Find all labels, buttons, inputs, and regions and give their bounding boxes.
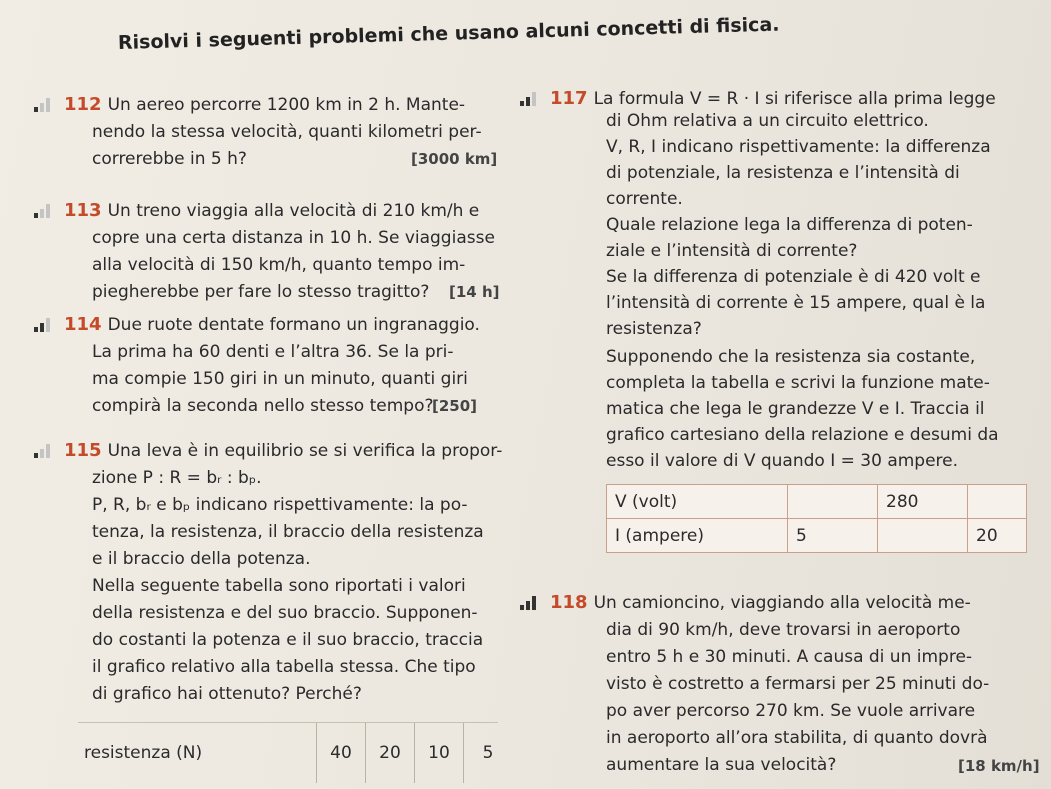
problem-number: 117 xyxy=(550,88,588,109)
table-cell xyxy=(968,485,1027,519)
problem-text-line: di grafico hai ottenuto? Perché? xyxy=(92,684,362,704)
ohm-table xyxy=(606,484,1027,553)
problem-text-line: Due ruote dentate formano un ingranaggio. xyxy=(107,315,480,335)
table-cell: 40 xyxy=(317,723,366,783)
problem-text-line: correrebbe in 5 h? xyxy=(92,149,247,169)
table-row xyxy=(607,519,1027,553)
problem-text-line: nendo la stessa velocità, quanti kilometri per- xyxy=(92,122,482,142)
problem-text-line: della resistenza e del suo braccio. Supponen- xyxy=(92,603,478,623)
problem-text-line: do costanti la potenza e il suo braccio, traccia xyxy=(92,630,484,650)
problem-text-line: resistenza? xyxy=(606,319,702,339)
problem-text-line: P, R, bᵣ e bₚ indicano rispettivamente: la po- xyxy=(92,495,468,515)
problem-number: 118 xyxy=(550,592,588,613)
problem-text-line: La prima ha 60 denti e l’altra 36. Se la pri- xyxy=(92,342,454,362)
difficulty-icon xyxy=(520,596,540,610)
problem-text-line: e il braccio della potenza. xyxy=(92,549,311,569)
problem-text-line: dia di 90 km/h, deve trovarsi in aeroporto xyxy=(606,620,961,640)
problem-text-line: di Ohm relativa a un circuito elettrico. xyxy=(606,111,929,131)
difficulty-icon xyxy=(34,98,54,112)
problem-text-line: alla velocità di 150 km/h, quanto tempo im- xyxy=(92,255,466,275)
table-cell xyxy=(788,485,878,519)
problem-text-line: zione P : R = bᵣ : bₚ. xyxy=(92,468,262,488)
problem-text-line: piegherebbe per fare lo stesso tragitto? xyxy=(92,282,430,302)
problem-text-line: Supponendo che la resistenza sia costante, xyxy=(606,347,976,367)
difficulty-icon xyxy=(34,444,54,458)
problem-text-line: Nella seguente tabella sono riportati i valori xyxy=(92,576,466,596)
problem-text-line: ma compie 150 giri in un minuto, quanti giri xyxy=(92,369,468,389)
problem-text-line: Un treno viaggia alla velocità di 210 km/h e xyxy=(107,201,480,221)
problem-text-line: Una leva è in equilibrio se si verifica la propor- xyxy=(107,441,503,461)
problem-text-line: aumentare la sua velocità? xyxy=(606,755,837,775)
problem-text-line: grafico cartesiano della relazione e desumi da xyxy=(606,425,999,445)
problem-text-line: Se la differenza di potenziale è di 420 volt e xyxy=(606,267,981,287)
table-cell xyxy=(878,519,968,553)
problem-text-line: po aver percorso 270 km. Se vuole arrivare xyxy=(606,701,976,721)
problem-text-line: di potenziale, la resistenza e l’intensità di xyxy=(606,163,960,183)
table-cell: 5 xyxy=(788,519,878,553)
problem-text-line: visto è costretto a fermarsi per 25 minuti do- xyxy=(606,674,990,694)
problem-text-line: completa la tabella e scrivi la funzione mate- xyxy=(606,373,990,393)
table-header-cell: V (volt) xyxy=(607,485,788,519)
problem-text-line: ziale e l’intensità di corrente? xyxy=(606,241,858,261)
problem-number: 112 xyxy=(64,94,102,115)
answer: [14 h] xyxy=(449,283,500,301)
table-cell: 10 xyxy=(415,723,464,783)
table-row xyxy=(607,485,1027,519)
problem-text-line: in aeroporto all’ora stabilita, di quanto dovrà xyxy=(606,728,988,748)
problem-text-line: entro 5 h e 30 minuti. A causa di un impre- xyxy=(606,647,973,667)
table-header-cell: I (ampere) xyxy=(607,519,788,553)
table-cell: 5 xyxy=(464,723,513,783)
problem-text-line: Quale relazione lega la differenza di poten- xyxy=(606,215,973,235)
problem-number: 114 xyxy=(64,314,102,335)
resistance-table xyxy=(78,723,512,783)
problem-text-line: Un camioncino, viaggiando alla velocità me- xyxy=(593,593,971,613)
problem-text-line: La formula V = R · I si riferisce alla prima legge xyxy=(593,89,996,109)
problem-text-line: V, R, I indicano rispettivamente: la differenza xyxy=(606,137,991,157)
problem-text-line: compirà la seconda nello stesso tempo? xyxy=(92,396,434,416)
problem-text-line: l’intensità di corrente è 15 ampere, qual è la xyxy=(606,293,986,313)
problem-text-line: Un aereo percorre 1200 km in 2 h. Mante- xyxy=(107,95,466,115)
problem-text-line: corrente. xyxy=(606,189,683,209)
problem-text-line: copre una certa distanza in 10 h. Se viaggiasse xyxy=(92,228,495,248)
table-cell: 280 xyxy=(878,485,968,519)
problem-text-line: matica che lega le grandezze V e I. Traccia il xyxy=(606,399,985,419)
problem-text-line: tenza, la resistenza, il braccio della resistenza xyxy=(92,522,484,542)
table-cell: 20 xyxy=(366,723,415,783)
problem-number: 115 xyxy=(64,440,102,461)
table-header-cell: resistenza (N) xyxy=(84,743,203,763)
difficulty-icon xyxy=(34,318,54,332)
difficulty-icon xyxy=(520,92,540,106)
difficulty-icon xyxy=(34,204,54,218)
answer: [250] xyxy=(432,397,478,415)
problem-text-line: il grafico relativo alla tabella stessa. Che tipo xyxy=(92,657,476,677)
problem-number: 113 xyxy=(64,200,102,221)
table-cell: 20 xyxy=(968,519,1027,553)
answer: [3000 km] xyxy=(411,150,498,168)
answer: [18 km/h] xyxy=(958,757,1040,775)
page-title: Risolvi i seguenti problemi che usano alcuni concetti di fisica. xyxy=(117,13,780,54)
table-row xyxy=(78,723,512,783)
problem-text-line: esso il valore di V quando I = 30 ampere. xyxy=(606,451,959,471)
